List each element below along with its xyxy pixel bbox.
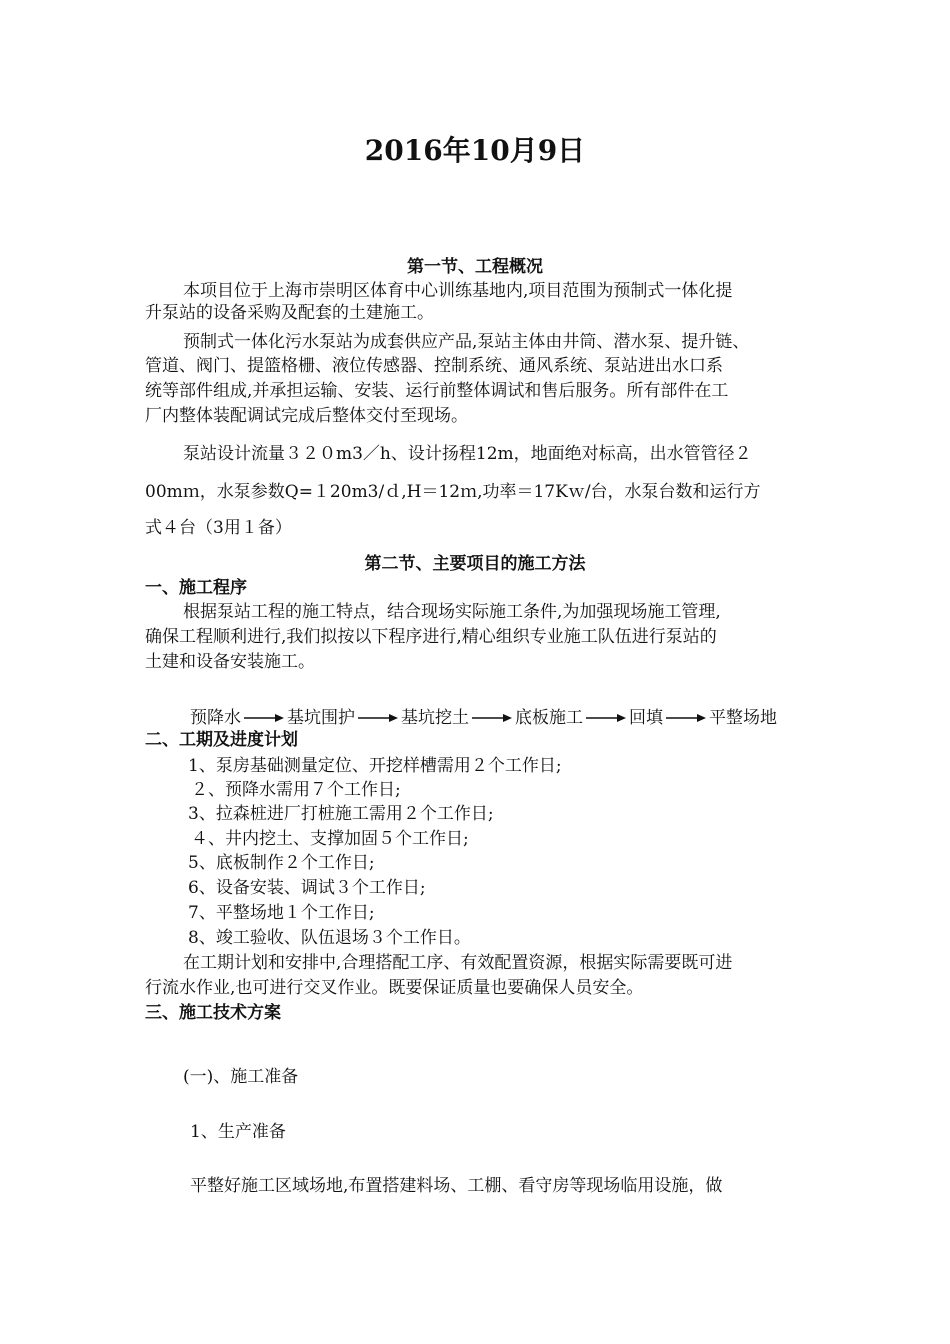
schedule-item: 3、拉森桩进厂打桩施工需用２个工作日; [188, 804, 494, 824]
schedule-item: ２、预降水需用７个工作日; [191, 780, 401, 800]
subsection-prep-heading: (一)、施工准备 [183, 1067, 299, 1087]
sub2-heading: 二、工期及进度计划 [145, 730, 298, 750]
schedule-item: ４、井内挖土、支撑加固５个工作日; [191, 829, 469, 849]
section1-p3-line2: 00mｍ，水泵参数Q=１20m3/ｄ,H＝12ｍ,功率＝17Kｗ/台，水泵台数和运行方 [145, 482, 761, 502]
flow-step: 平整场地 [709, 708, 777, 728]
arrow-right-icon [357, 712, 399, 724]
schedule-item: 7、平整场地１个工作日; [188, 903, 375, 923]
sub1-para-line3: 土建和设备安装施工。 [145, 652, 315, 672]
flow-step: 基坑围护 [287, 708, 355, 728]
section1-p1-line1: 本项目位于上海市崇明区体育中心训练基地内,项目范围为预制式一体化提 [183, 281, 733, 301]
section1-p3-line1: 泵站设计流量３２０m3／h、设计扬程12m，地面绝对标高，出水管管径２ [183, 444, 752, 464]
schedule-item: 5、底板制作２个工作日; [188, 853, 375, 873]
section1-p1-line2: 升泵站的设备采购及配套的土建施工。 [145, 303, 434, 323]
flow-step: 基坑挖土 [401, 708, 469, 728]
arrow-right-icon [585, 712, 627, 724]
schedule-item: 8、竣工验收、队伍退场３个工作日。 [188, 928, 471, 948]
schedule-item: 6、设备安装、调试３个工作日; [188, 878, 426, 898]
sub1-heading: 一、施工程序 [145, 578, 247, 598]
section1-p2-line1: 预制式一体化污水泵站为成套供应产品,泵站主体由井筒、潜水泵、提升链、 [183, 332, 750, 352]
sub2-para-line2: 行流水作业,也可进行交叉作业。既要保证质量也要确保人员安全。 [145, 978, 644, 998]
section1-p2-line2: 管道、阀门、提篮格栅、液位传感器、控制系统、通风系统、泵站进出水口系 [145, 356, 723, 376]
flow-step: 回填 [629, 708, 663, 728]
sub2-para-line1: 在工期计划和安排中,合理搭配工序、有效配置资源，根据实际需要既可进 [183, 953, 733, 973]
arrow-right-icon [665, 712, 707, 724]
sub3-para-line1: 平整好施工区域场地,布置搭建料场、工棚、看守房等现场临用设施，做 [190, 1176, 723, 1196]
flow-step: 预降水 [190, 708, 241, 728]
section1-p3-line3: 式４台（3用１备） [145, 518, 292, 538]
subsection-production-heading: 1、生产准备 [190, 1122, 286, 1142]
section2-heading: 第二节、主要项目的施工方法 [364, 554, 586, 574]
section1-p2-line4: 厂内整体装配调试完成后整体交付至现场。 [145, 406, 468, 426]
schedule-item: 1、泵房基础测量定位、开挖样槽需用２个工作日; [188, 756, 562, 776]
section1-heading: 第一节、工程概况 [407, 257, 543, 277]
sub3-heading: 三、施工技术方案 [145, 1003, 281, 1023]
arrow-right-icon [471, 712, 513, 724]
construction-flow [190, 706, 777, 730]
document-date: 2016年10月9日 [364, 134, 586, 167]
arrow-right-icon [243, 712, 285, 724]
sub1-para-line2: 确保工程顺利进行,我们拟按以下程序进行,精心组织专业施工队伍进行泵站的 [145, 627, 717, 647]
sub1-para-line1: 根据泵站工程的施工特点，结合现场实际施工条件,为加强现场施工管理, [183, 602, 721, 622]
flow-step: 底板施工 [515, 708, 583, 728]
section1-p2-line3: 统等部件组成,并承担运输、安装、运行前整体调试和售后服务。所有部件在工 [145, 381, 729, 401]
